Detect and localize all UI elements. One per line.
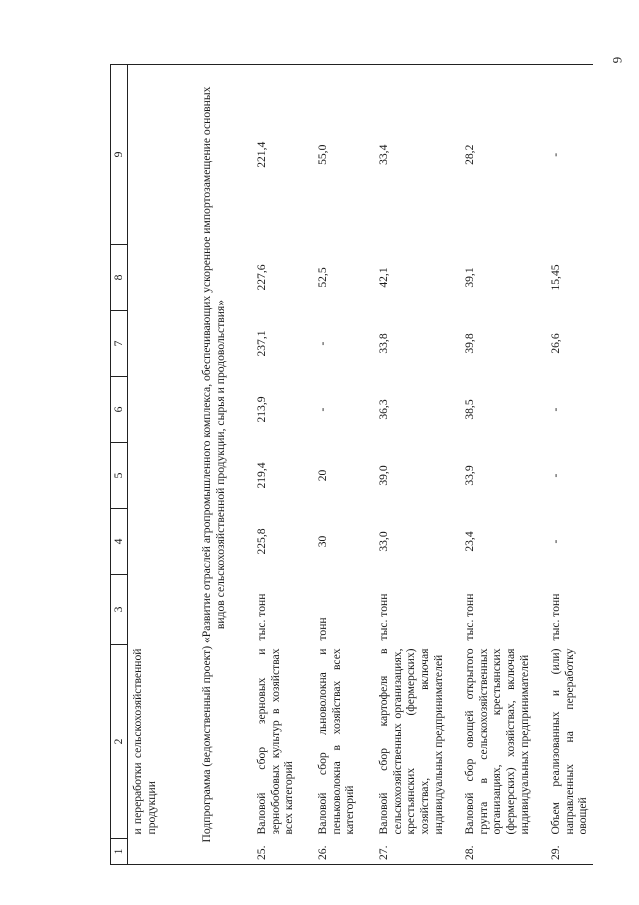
table-row (313, 65, 374, 865)
col-header-8: 8 (111, 245, 128, 311)
value-cell: - (546, 65, 593, 245)
value-cell: 33,4 (374, 65, 460, 245)
col-header-5: 5 (111, 443, 128, 509)
value-cell: 52,5 (316, 267, 329, 288)
value-cell: 39,8 (463, 333, 476, 354)
unit-cell: тонн (316, 617, 329, 641)
value-cell: 39,0 (377, 465, 390, 486)
indicator-name: Валовой сбор овощей открытого грунта в сельскохозяйственных организациях, крестьянских (фермерских) хозяйствах, включая индивидуальных предпринимателей (463, 648, 531, 835)
value-cell: 36,3 (377, 399, 390, 420)
value-cell: - (549, 407, 562, 412)
value-cell: 28,2 (460, 65, 546, 245)
row-index: 26. (313, 839, 374, 865)
table-row (128, 65, 193, 865)
value-cell: 38,5 (463, 399, 476, 420)
page-number: 6 (610, 56, 625, 64)
value-cell: 33,0 (377, 531, 390, 552)
col-header-6: 6 (111, 377, 128, 443)
indicator-table (110, 64, 593, 865)
col-header-1: 1 (111, 839, 128, 865)
col-header-2: 2 (111, 645, 128, 839)
value-cell: 55,0 (313, 65, 374, 245)
col-header-9: 9 (111, 65, 128, 245)
value-cell: - (549, 473, 562, 478)
table-row (374, 65, 460, 865)
column-number-header (111, 65, 128, 865)
value-cell: 23,4 (463, 531, 476, 552)
table-row (546, 65, 593, 865)
subprogram-row (192, 65, 252, 865)
col-header-4: 4 (111, 509, 128, 575)
value-cell: 221,4 (252, 65, 313, 245)
value-cell: 33,8 (377, 333, 390, 354)
indicator-table-sheet (110, 65, 625, 865)
unit-cell: тыс. тонн (255, 593, 268, 641)
continuation-text: и переработки сельскохозяйственной продукции (131, 648, 158, 835)
value-cell: 237,1 (255, 330, 268, 357)
unit-cell: тыс. тонн (549, 593, 562, 641)
value-cell: 15,45 (549, 264, 562, 291)
value-cell: 20 (316, 469, 329, 482)
indicator-name: Валовой сбор картофеля в сельскохозяйственных организациях, крестьянских (фермерских) хозяйствах, включая индивидуальных предпринимателей (377, 648, 445, 835)
value-cell: 33,9 (463, 465, 476, 486)
value-cell: 26,6 (549, 333, 562, 354)
row-index: 27. (374, 839, 460, 865)
indicator-name: Валовой сбор зерновых и зернобобовых культур в хозяйствах всех категорий (255, 648, 296, 835)
col-header-7: 7 (111, 311, 128, 377)
table-row (252, 65, 313, 865)
value-cell: 42,1 (377, 267, 390, 288)
table-row (460, 65, 546, 865)
value-cell: 213,9 (255, 396, 268, 423)
value-cell: 30 (316, 535, 329, 548)
row-index: 28. (460, 839, 546, 865)
row-index: 29. (546, 839, 593, 865)
value-cell: 225,8 (255, 528, 268, 555)
subprogram-title: Подпрограмма (ведомственный проект) «Развитие отраслей агропромышленного комплекса, обеспечивающих ускоренное импортозамещение основных видов сельскохозяйственной продукции, сырья и продовольствия» (192, 65, 252, 865)
row-index: 25. (252, 839, 313, 865)
unit-cell: тыс. тонн (377, 593, 390, 641)
value-cell: - (549, 539, 562, 544)
value-cell: 39,1 (463, 267, 476, 288)
value-cell: - (316, 407, 329, 412)
value-cell: - (316, 341, 329, 346)
value-cell: 227,6 (255, 264, 268, 291)
unit-cell: тыс. тонн (463, 593, 476, 641)
indicator-name: Валовой сбор льноволокна и пеньковолокна в хозяйствах всех категорий (316, 648, 357, 835)
col-header-3: 3 (111, 575, 128, 645)
value-cell: 219,4 (255, 462, 268, 489)
indicator-name: Объем реализованных и (или) направленных на переработку овощей (549, 648, 590, 835)
